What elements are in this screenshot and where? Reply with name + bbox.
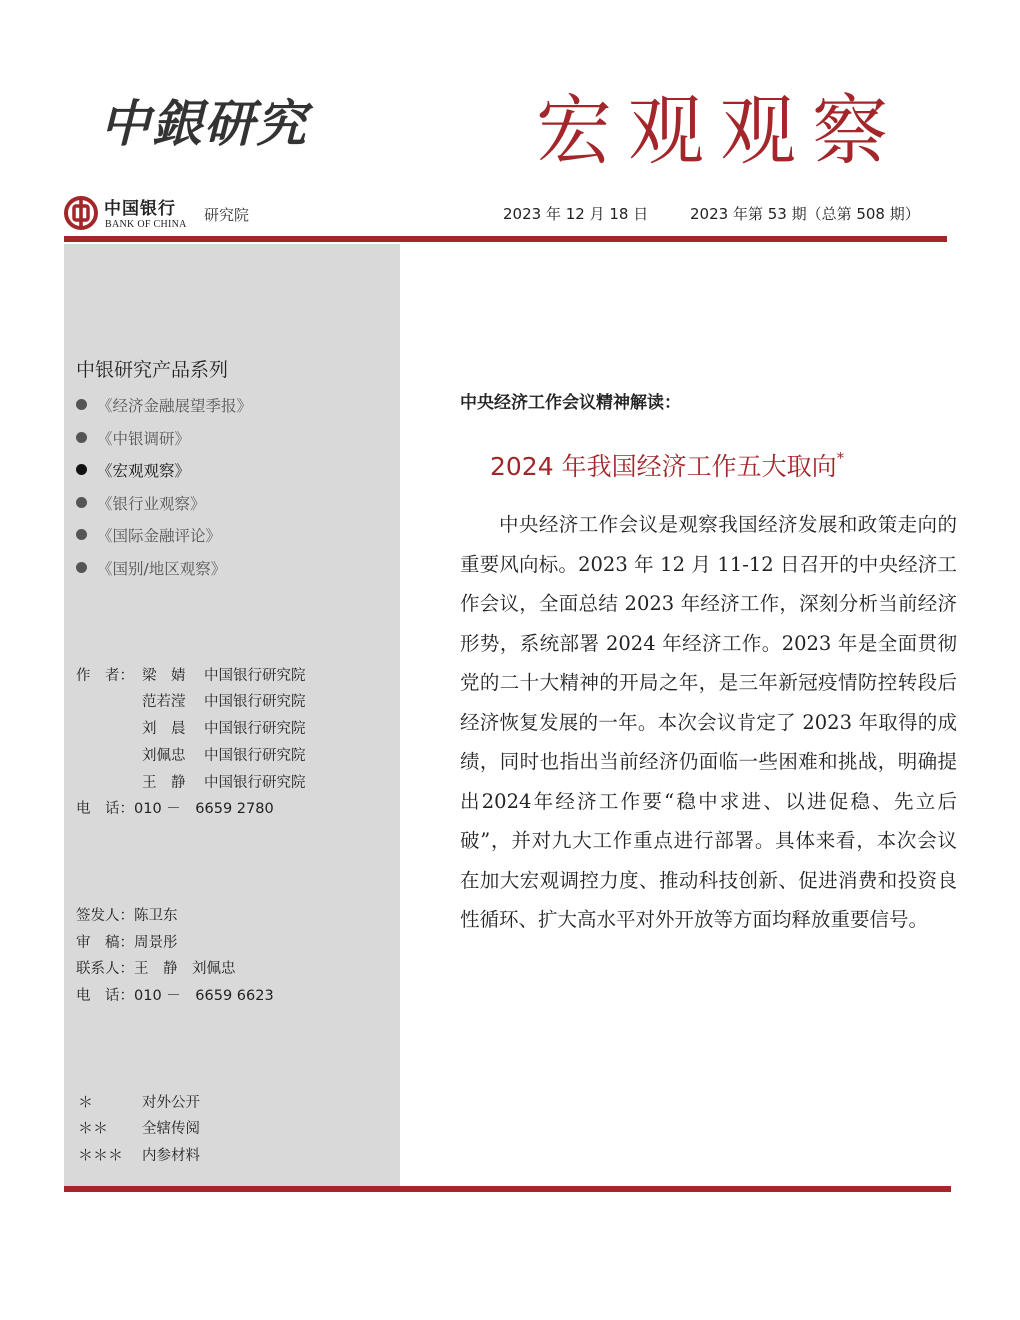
author-org: 中国银行研究院 xyxy=(204,775,306,791)
bullet-icon xyxy=(76,432,87,443)
series-item[interactable]: 《银行业观察》 xyxy=(76,492,206,514)
series-item-active[interactable]: 《宏观观察》 xyxy=(76,459,190,481)
author-org: 中国银行研究院 xyxy=(204,748,306,764)
bullet-icon xyxy=(76,399,87,410)
author-name: 梁 婧 xyxy=(142,668,186,684)
bullet-icon xyxy=(76,562,87,573)
phone-label: 电 话： xyxy=(76,988,134,1004)
reviewer-name: 周景彤 xyxy=(134,935,178,951)
issue-date: 2023 年 12 月 18 日 xyxy=(503,205,649,223)
author-name: 范若滢 xyxy=(142,694,186,710)
author-row xyxy=(76,664,306,685)
signer-label: 签发人： xyxy=(76,908,134,924)
bullet-icon xyxy=(76,529,87,540)
author-name: 王 静 xyxy=(142,775,186,791)
contact-phone-row xyxy=(76,984,274,1005)
classification-desc: 全辖传阅 xyxy=(142,1121,200,1137)
author-name: 刘佩忠 xyxy=(142,748,186,764)
author-phone-row xyxy=(76,797,274,818)
classification-desc: 对外公开 xyxy=(142,1095,200,1111)
author-org: 中国银行研究院 xyxy=(204,721,306,737)
contact-label: 联系人： xyxy=(76,961,134,977)
issue-number: 2023 年第 53 期（总第 508 期） xyxy=(690,205,920,223)
author-phone: 010 － 6659 2780 xyxy=(134,801,274,817)
authors-label: 作 者： xyxy=(76,668,134,684)
series-item[interactable]: 《经济金融展望季报》 xyxy=(76,394,252,416)
phone-label: 电 话： xyxy=(76,801,134,817)
bank-name-en: BANK OF CHINA xyxy=(105,219,187,230)
signer-row xyxy=(76,904,178,925)
publication-series-title: 宏观观察 xyxy=(536,86,904,175)
title-footnote-mark: * xyxy=(836,449,845,467)
reviewer-row xyxy=(76,931,178,952)
article-subheading: 中央经济工作会议精神解读： xyxy=(460,393,681,413)
header-divider xyxy=(64,236,947,242)
contact-row xyxy=(76,957,236,978)
series-item[interactable]: 《国际金融评论》 xyxy=(76,524,221,546)
classification-stars: ＊＊ xyxy=(78,1119,109,1137)
reviewer-label: 审 稿： xyxy=(76,935,134,951)
author-row xyxy=(76,771,306,792)
author-row xyxy=(76,744,306,765)
author-name: 刘 晨 xyxy=(142,721,186,737)
author-row xyxy=(76,717,306,738)
bank-name-cn: 中国银行 xyxy=(104,199,176,219)
contact-names: 王 静 刘佩忠 xyxy=(134,961,236,977)
footer-divider xyxy=(64,1186,951,1192)
article-title: 2024 年我国经济工作五大取向* xyxy=(490,449,845,481)
signer-name: 陈卫东 xyxy=(134,908,178,924)
author-row xyxy=(76,690,306,711)
bullet-icon xyxy=(76,464,87,475)
author-org: 中国银行研究院 xyxy=(204,668,306,684)
article-body: 中央经济工作会议是观察我国经济发展和政策走向的重要风向标。2023 年 12 月 11-12 日召开的中央经济工作会议，全面总结 2023 年经济工作，深刻分析当前经济形势，系统部署 2024 年经济工作。2023 年是全面贯彻党的二十大精神的开局之年，是三年新冠疫情防控转段后经济恢复发展的一年。本次会议肯定了 2023 年取得的成绩，同时也指出当前经济仍面临一些困难和挑战，明确提出2024年经济工作要“稳中求进、以进促稳、先立后破”，并对九大工作重点进行部署。具体来看，本次会议在加大宏观调控力度、推动科技创新、促进消费和投资良性循环、扩大高水平对外开放等方面均释放重要信号。 xyxy=(460,513,957,931)
series-heading: 中银研究产品系列 xyxy=(76,359,229,381)
contact-phone: 010 － 6659 6623 xyxy=(134,988,274,1004)
author-org: 中国银行研究院 xyxy=(204,694,306,710)
sidebar-panel xyxy=(64,244,400,1186)
series-item[interactable]: 《国别/地区观察》 xyxy=(76,557,226,579)
department-label: 研究院 xyxy=(204,206,250,224)
brand-calligraphy-logo: 中銀研究 xyxy=(100,94,308,153)
classification-stars: ＊＊＊ xyxy=(78,1146,124,1164)
classification-stars: ＊ xyxy=(78,1093,94,1111)
bullet-icon xyxy=(76,497,87,508)
classification-desc: 内参材料 xyxy=(142,1148,200,1164)
series-item[interactable]: 《中银调研》 xyxy=(76,427,190,449)
bank-of-china-logo-icon xyxy=(64,196,98,230)
